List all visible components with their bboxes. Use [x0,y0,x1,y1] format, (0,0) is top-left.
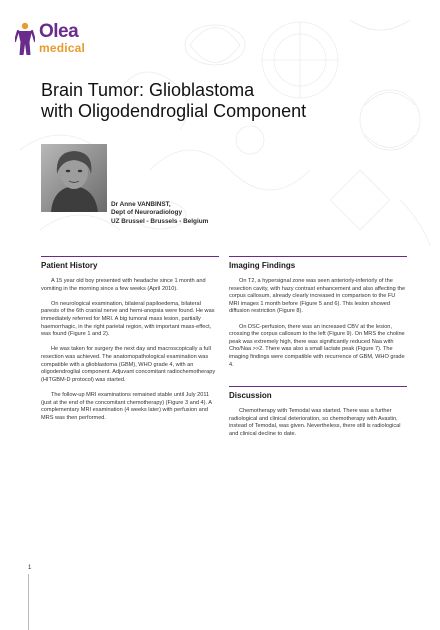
heading-discussion: Discussion [229,391,272,401]
author-block [111,201,208,226]
author-institution: UZ Brussel - Brussels - Belgium [111,217,209,225]
author-photo [41,144,107,212]
logo-wordmark-olea: Olea [39,21,79,42]
author-name: Dr Anne VANBINST, [111,201,171,208]
heading-imaging-findings: Imaging Findings [229,261,296,270]
footer-divider [28,574,29,630]
history-paragraph-4: The follow-up MRI examinations remained stable until July 2011 (just at the end of the concomitant chemotherapy) (Figure 3 and 4). A complementary MRI examination (4 weeks later) with perfusion and MRS was then performed. [41,391,212,421]
discussion-section [229,386,407,438]
right-column [229,256,407,446]
history-paragraph-2: On neurological examination, bilateral papiloedema, bilateral paresis of the 6th cranial nerve and hemi-anopsia were found. He was immediately referred for MRI. A big tumoral mass lesion, partially haemorrhagic, in the right parietal region, with important mass-effect, was found (Figure 1 and 2). [41,300,215,338]
logo-wordmark-medical: medical [39,41,86,55]
heading-patient-history: Patient History [41,261,98,270]
author-department: Dept of Neuroradiology [111,209,183,217]
page-title-line-1: Brain Tumor: Glioblastoma [41,80,255,100]
olea-medical-logo [15,22,125,56]
findings-paragraph-1: On T2, a hypersignal zone was seen anteriorly-inferiorly of the resection cavity, with hazy contrast enhancement and also affecting the corpus callosum, already clearly increased in comparison to the FU MRI images 1 month before (Figure 5 and 6). This lesion showed diffusion restriction (Figure 8). [229,278,406,315]
left-column [41,256,219,430]
findings-paragraph-2: On DSC-perfusion, there was an increased CBV at the lesion, crossing the corpus callosum to the left (Figure 9). On MRS the choline peak was extremely high, there was significantly reduced Naa with Cho/Naa >>2. There was also a small lactate peak (Figure 7). The imaging findings were compatible with recurrence of GBM, WHO grade 4. [229,323,405,368]
section-rule [229,386,407,387]
human-figure-icon [15,22,35,56]
history-paragraph-1: A 15 year old boy presented with headache since 1 month and vomiting in the morning since a few weeks (April 2010). [41,278,206,292]
history-paragraph-3: He was taken for surgery the next day and macroscopically a full resection was achieved. The anatomopathological examination was compatible with a glioblastoma (GBM), WHO grade 4, with an oligodendroglial component. Adjuvant concomitant radiochemotherapy (HITGBM-D protocol) was started. [41,346,216,383]
section-rule [41,256,219,257]
section-rule [229,256,407,257]
page-number: 1 [28,565,32,571]
page-title [41,80,411,122]
discussion-paragraph-1: Chemotherapy with Temodal was started. There was a further radiological and clinical deterioration, so chemotherapy with Avastin, instead of Temodal, was given. Nevertheless, there still is radiological and clinical decline to date. [229,408,401,437]
page-title-line-2: with Oligodendroglial Component [41,101,307,121]
